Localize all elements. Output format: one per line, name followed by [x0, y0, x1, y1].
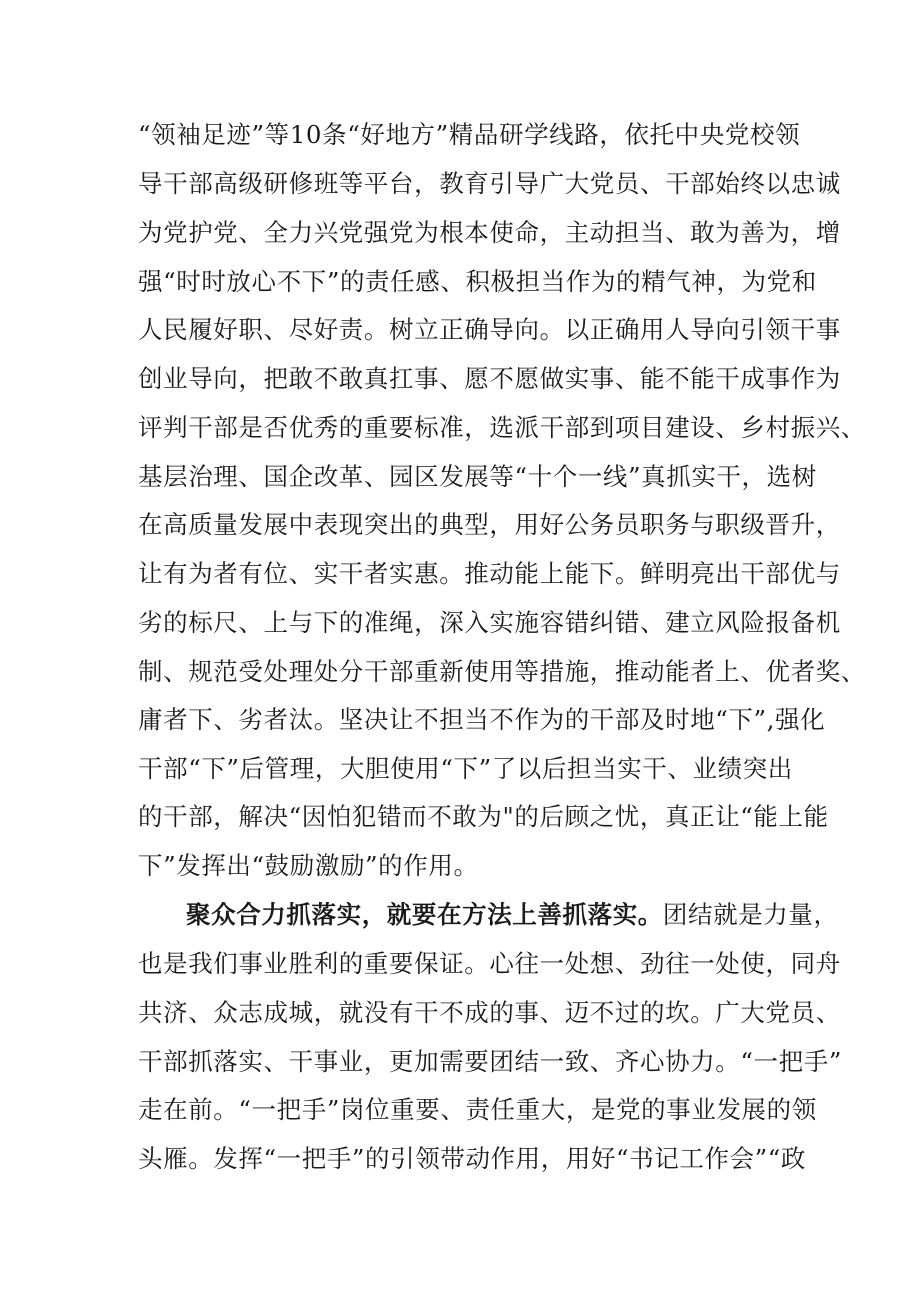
- text-line: 的干部，解决“因怕犯错而不敢为"的后顾之忧，真正让“能上能: [138, 802, 829, 831]
- text-line: 下”发挥出“鼓励激励”的作用。: [138, 851, 479, 880]
- text-line: 共济、众志成城，就没有干不成的事、迈不过的坎。广大党员、: [138, 998, 841, 1027]
- paragraph-lead-heading: 聚众合力抓落实，就要在方法上善抓落实。: [186, 900, 663, 929]
- text-span: 团结就是力量，: [662, 900, 839, 929]
- text-line: 庸者下、劣者汰。坚决让不担当不作为的干部及时地“下”,强化: [138, 705, 826, 734]
- text-line: 走在前。“一把手”岗位重要、责任重大，是党的事业发展的领: [138, 1095, 817, 1124]
- text-line: 强“时时放心不下”的责任感、积极担当作为的精气神，为党和: [138, 267, 817, 296]
- text-line: 头雁。发挥“一把手”的引领带动作用，用好“书记工作会”“政: [138, 1144, 807, 1173]
- text-line: 基层治理、国企改革、园区发展等“十个一线”真抓实干，选树: [138, 462, 817, 491]
- text-line: 劣的标尺、上与下的准绳，深入实施容错纠错、建立风险报备机: [138, 608, 841, 637]
- text-line: 也是我们事业胜利的重要保证。心往一处想、劲往一处使，同舟: [138, 949, 841, 978]
- text-line: 干部抓落实、干事业，更加需要团结一致、齐心协力。“一把手”: [138, 1047, 842, 1076]
- text-line: 制、规范受处理处分干部重新使用等措施，推动能者上、优者奖、: [138, 657, 866, 686]
- text-line: 评判干部是否优秀的重要标准，选派干部到项目建设、乡村振兴、: [138, 413, 866, 442]
- text-line: 创业导向，把敢不敢真扛事、愿不愿做实事、能不能干成事作为: [138, 364, 841, 393]
- text-line: 为党护党、全力兴党强党为根本使命，主动担当、敢为善为，增: [138, 218, 841, 247]
- text-line: 让有为者有位、实干者实惠。推动能上能下。鲜明亮出干部优与: [138, 559, 841, 588]
- text-line: “领袖足迹”等10条“好地方”精品研学线路，依托中央党校领: [138, 120, 801, 149]
- text-line: 人民履好职、尽好责。树立正确导向。以正确用人导向引领干事: [138, 315, 841, 344]
- text-line: 干部“下”后管理，大胆使用“下”了以后担当实干、业绩突出: [138, 754, 793, 783]
- text-line: [186, 898, 839, 932]
- text-line: 在高质量发展中表现突出的典型，用好公务员职务与职级晋升，: [138, 510, 841, 539]
- text-line: 导干部高级研修班等平台，教育引导广大党员、干部始终以忠诚: [138, 169, 841, 198]
